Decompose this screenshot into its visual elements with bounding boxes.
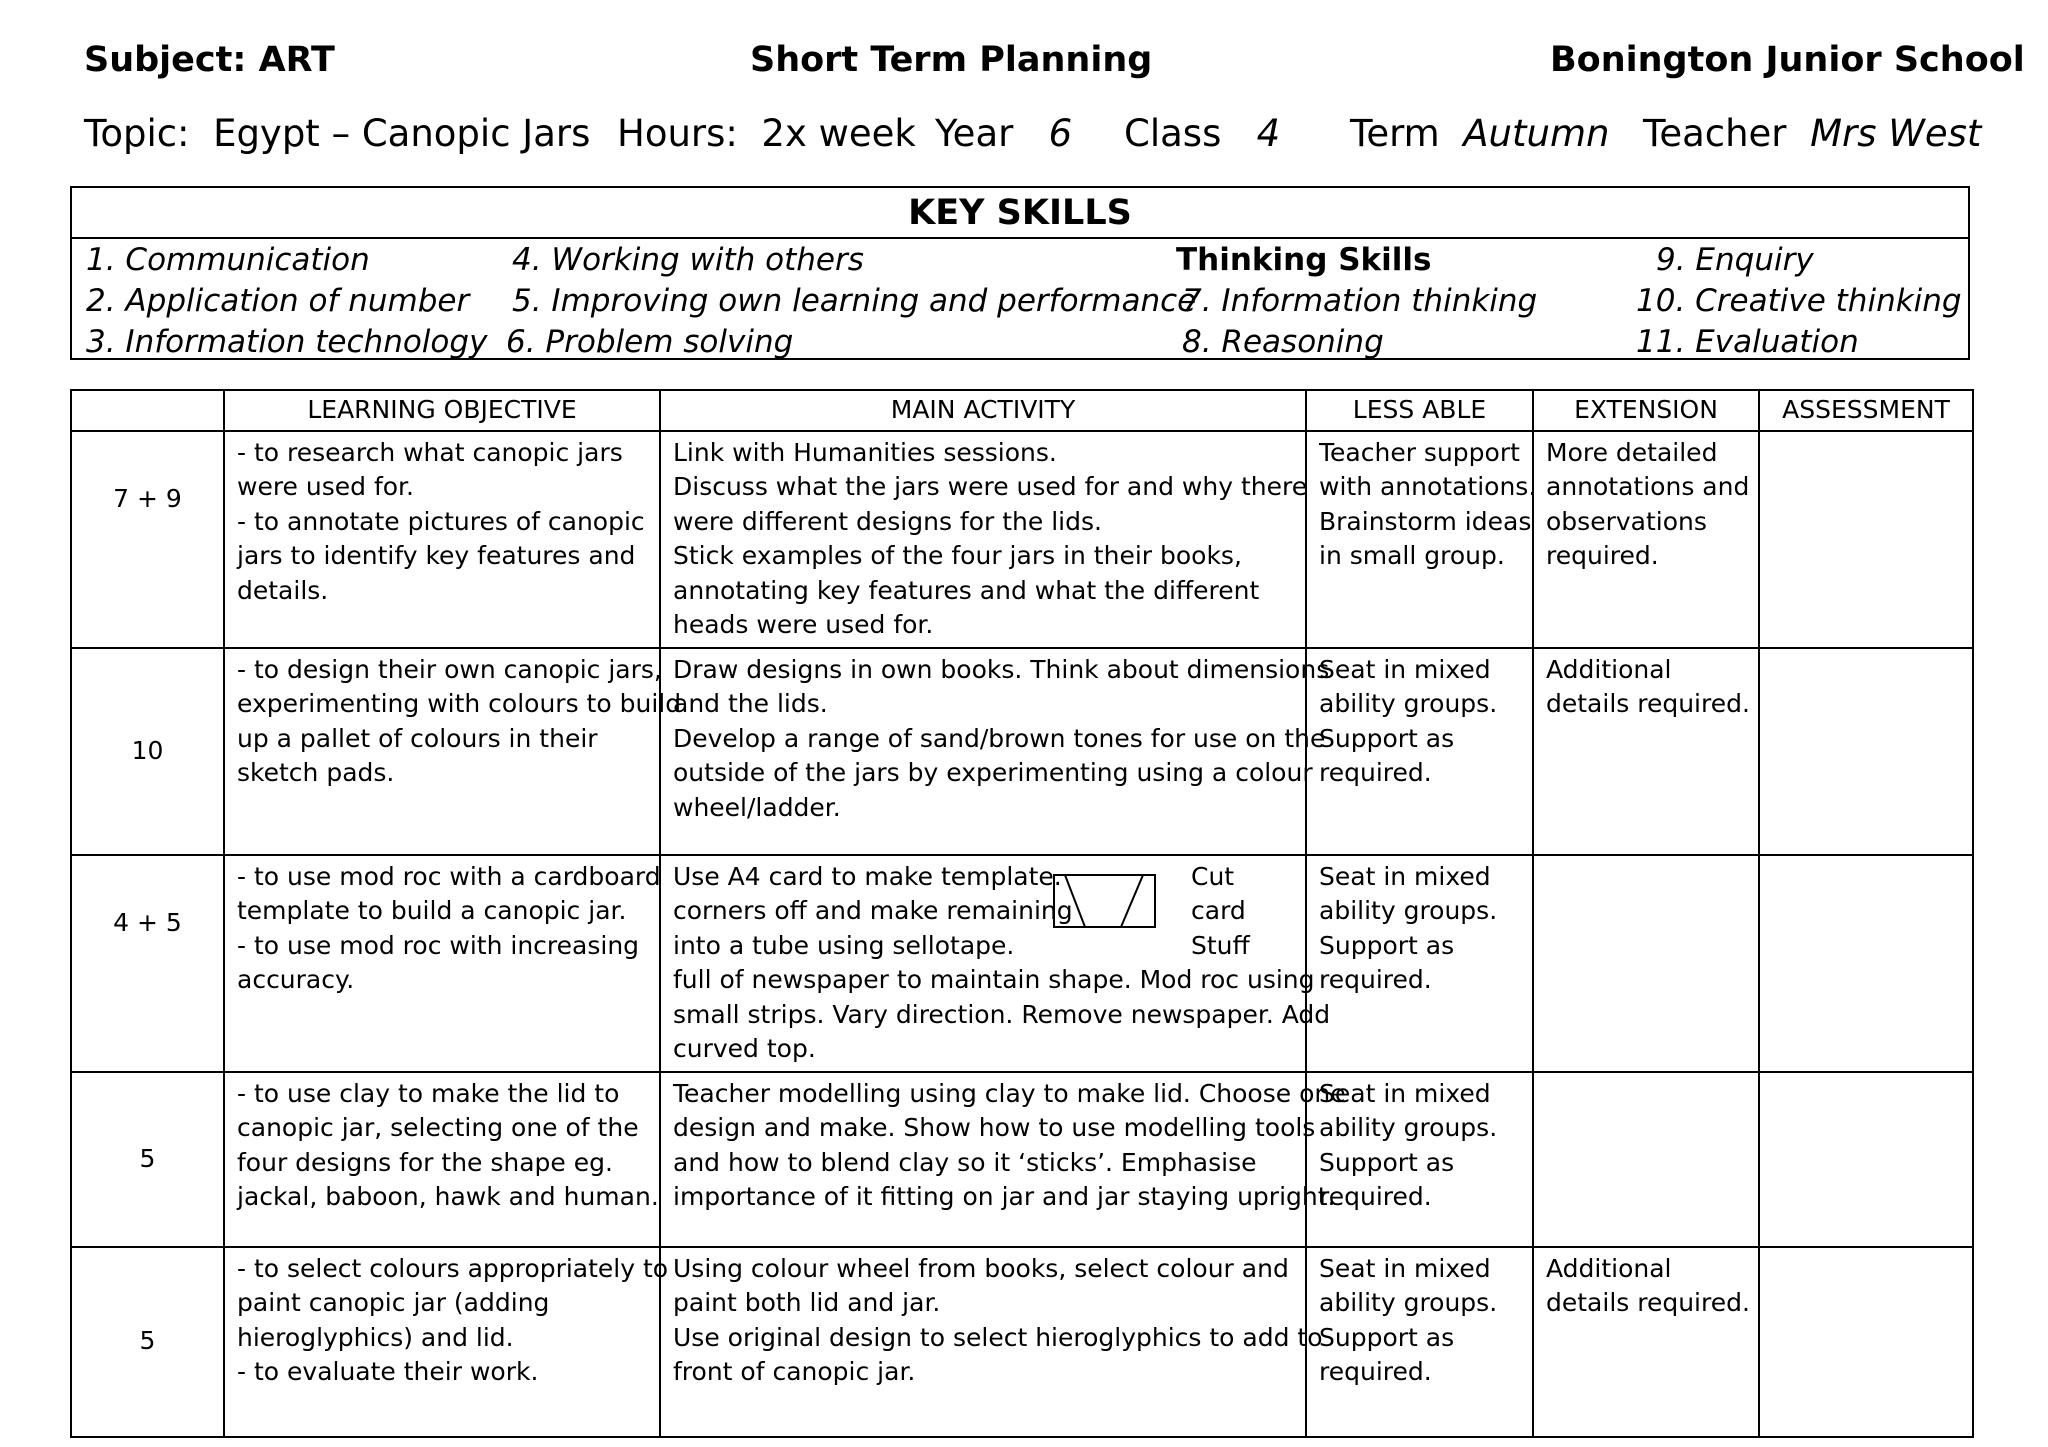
subject-heading: Subject: ART (84, 40, 335, 80)
assessment-cell (1759, 431, 1973, 648)
table-row (71, 431, 1973, 648)
session-number: 5 (71, 1072, 224, 1247)
teacher-value: Mrs West (1810, 112, 1982, 155)
column-header-number (71, 390, 224, 431)
less-able-cell: Seat in mixed ability groups. Support as required. (1306, 1072, 1533, 1247)
assessment-cell (1759, 648, 1973, 855)
main-activity-cell: Using colour wheel from books, select colour and paint both lid and jar. Use original design to select hieroglyphics to add to front of canopic jar. (660, 1247, 1306, 1437)
teacher-label: Teacher (1643, 112, 1787, 155)
topic-value: Egypt – Canopic Jars (213, 112, 591, 155)
table-row (71, 855, 1973, 1072)
main-activity-cell: Teacher modelling using clay to make lid. Choose one design and make. Show how to use modelling tools and how to blend clay so it ‘sticks’. Emphasise importance of it fitting on jar and jar staying upright. (660, 1072, 1306, 1247)
assessment-cell (1759, 855, 1973, 1072)
extension-cell: Additional details required. (1533, 1247, 1759, 1437)
assessment-cell (1759, 1247, 1973, 1437)
main-activity-cell: Use A4 card to make template. Cut corners off and make remaining card into a tube using sellotape. Stuff full of newspaper to maintain shape. Mod roc using small strips. Vary direction. Remove newspaper. Add curved top. (660, 855, 1306, 1072)
learning-objective-cell: - to research what canopic jars were used for. - to annotate pictures of canopic jars to identify key features and details. (224, 431, 660, 648)
main-activity-cell: Draw designs in own books. Think about dimensions and the lids. Develop a range of sand/brown tones for use on the outside of the jars by experimenting using a colour wheel/ladder. (660, 648, 1306, 855)
thinking-skills-title: Thinking Skills (1176, 242, 1432, 278)
class-label: Class (1124, 112, 1222, 155)
session-number: 5 (71, 1247, 224, 1437)
column-header-assessment: ASSESSMENT (1759, 390, 1973, 431)
template-sketch-icon (1053, 874, 1157, 930)
term-label: Term (1350, 112, 1440, 155)
extension-cell (1533, 855, 1759, 1072)
year-info (935, 112, 1072, 155)
school-name: Bonington Junior School (1550, 40, 2025, 80)
learning-objective-cell: - to design their own canopic jars, experimenting with colours to build up a pallet of colours in their sketch pads. (224, 648, 660, 855)
less-able-cell: Seat in mixed ability groups. Support as required. (1306, 855, 1533, 1072)
term-value: Autumn (1463, 112, 1610, 155)
learning-objective-cell: - to select colours appropriately to paint canopic jar (adding hieroglyphics) and lid. - to evaluate their work. (224, 1247, 660, 1437)
planning-table (70, 389, 1974, 1438)
topic-label: Topic: (84, 112, 190, 155)
less-able-cell: Seat in mixed ability groups. Support as required. (1306, 648, 1533, 855)
extension-cell: Additional details required. (1533, 648, 1759, 855)
column-header-objective: LEARNING OBJECTIVE (224, 390, 660, 431)
hours-label: Hours: (617, 112, 738, 155)
extension-cell: More detailed annotations and observations required. (1533, 431, 1759, 648)
table-row (71, 648, 1973, 855)
table-header-row (71, 390, 1973, 431)
class-info (1124, 112, 1280, 155)
document-title: Short Term Planning (750, 40, 1153, 80)
column-header-less-able: LESS ABLE (1306, 390, 1533, 431)
key-skill-item: 3. Information technology (86, 324, 488, 360)
table-row (71, 1072, 1973, 1247)
thinking-skill-item: 11. Evaluation (1636, 324, 1859, 360)
topic-info (84, 112, 590, 155)
learning-objective-cell: - to use clay to make the lid to canopic jar, selecting one of the four designs for the shape eg. jackal, baboon, hawk and human. (224, 1072, 660, 1247)
key-skills-title: KEY SKILLS (72, 188, 1968, 239)
year-label: Year (935, 112, 1014, 155)
less-able-cell: Seat in mixed ability groups. Support as required. (1306, 1247, 1533, 1437)
thinking-skill-item: 10. Creative thinking (1636, 283, 1962, 319)
class-value: 4 (1256, 112, 1281, 155)
main-activity-cell: Link with Humanities sessions. Discuss what the jars were used for and why there were different designs for the lids. Stick examples of the four jars in their books, annotating key features and what the different heads were used for. (660, 431, 1306, 648)
hours-info (617, 112, 916, 155)
key-skill-item: 5. Improving own learning and performance (512, 283, 1197, 319)
learning-objective-cell: - to use mod roc with a cardboard template to build a canopic jar. - to use mod roc with increasing accuracy. (224, 855, 660, 1072)
extension-cell (1533, 1072, 1759, 1247)
key-skill-item: 1. Communication (86, 242, 370, 278)
thinking-skill-item: 7. Information thinking (1182, 283, 1538, 319)
key-skills-box (70, 186, 1970, 360)
key-skill-item: 6. Problem solving (506, 324, 794, 360)
session-number: 7 + 9 (71, 431, 224, 648)
hours-value: 2x week (761, 112, 916, 155)
thinking-skill-item: 8. Reasoning (1182, 324, 1384, 360)
column-header-extension: EXTENSION (1533, 390, 1759, 431)
less-able-cell: Teacher support with annotations. Brainstorm ideas in small group. (1306, 431, 1533, 648)
table-row (71, 1247, 1973, 1437)
year-value: 6 (1048, 112, 1073, 155)
teacher-info (1643, 112, 1981, 155)
key-skill-item: 2. Application of number (86, 283, 470, 319)
session-number: 4 + 5 (71, 855, 224, 1072)
thinking-skill-item: 9. Enquiry (1656, 242, 1814, 278)
column-header-activity: MAIN ACTIVITY (660, 390, 1306, 431)
session-number: 10 (71, 648, 224, 855)
assessment-cell (1759, 1072, 1973, 1247)
key-skill-item: 4. Working with others (512, 242, 864, 278)
term-info (1350, 112, 1609, 155)
